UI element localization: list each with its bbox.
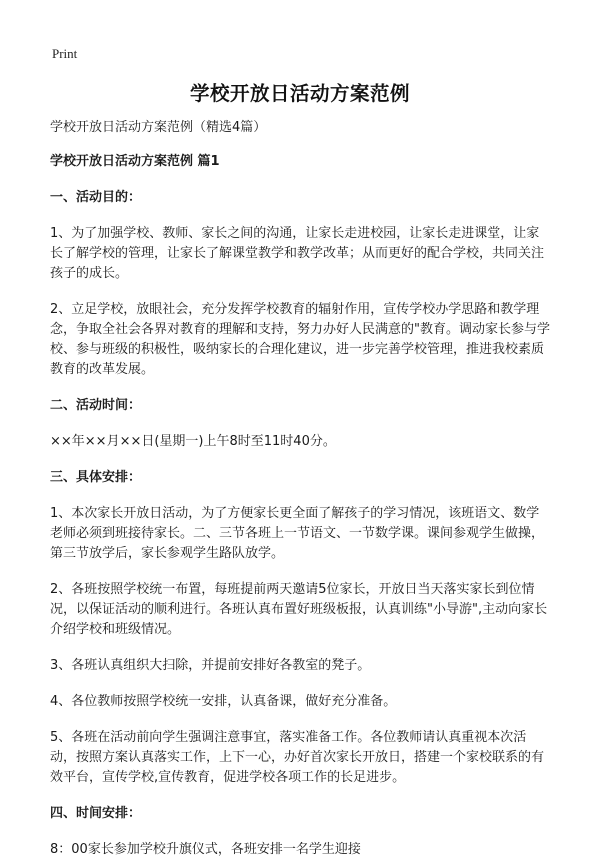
section-heading-time: 二、活动时间：: [50, 398, 142, 413]
document-subtitle: 学校开放日活动方案范例（精选4篇）: [50, 120, 267, 135]
section-heading-arrangement: 三、具体安排：: [50, 470, 142, 485]
paragraph: 5、各班在活动前向学生强调注意事宜，落实准备工作。各位教师请认真重视本次活动，按照方案认真落实工作，上下一心，办好首次家长开放日，搭建一个家校联系的有效平台，宣传学校,宣传教育，促进学校各项工作的长足进步。: [50, 730, 545, 785]
paragraph: 1、为了加强学校、教师、家长之间的沟通，让家长走进校园，让家长走进课堂，让家长了解学校的管理，让家长了解课堂教学和教学改革；从而更好的配合学校，共同关注孩子的成长。: [50, 226, 545, 281]
document-body: [50, 118, 552, 860]
section-heading-purpose: 一、活动目的：: [50, 190, 142, 205]
paragraph: 4、各位教师按照学校统一安排，认真备课，做好充分准备。: [50, 694, 397, 709]
document-title: 学校开放日活动方案范例: [189, 82, 410, 105]
paragraph: 2、各班按照学校统一布置，每班提前两天邀请5位家长，开放日当天落实家长到位情况，以保证活动的顺利进行。各班认真布置好班级板报，认真训练"小导游",主动向家长介绍学校和班级情况。: [50, 582, 548, 637]
paragraph: 3、各班认真组织大扫除，并提前安排好各教室的凳子。: [50, 658, 371, 673]
paragraph: 2、立足学校，放眼社会，充分发挥学校教育的辐射作用，宣传学校办学思路和教学理念，争取全社会各界对教育的理解和支持，努力办好人民满意的"教育。调动家长参与学校、参与班级的积极性，吸纳家长的合理化建议，进一步完善学校管理，推进我校素质教育的改革发展。: [50, 302, 550, 377]
paragraph: 1、本次家长开放日活动，为了方便家长更全面了解孩子的学习情况，该班语文、数学老师必须到班接待家长。二、三节各班上一节语文、一节数学课。课间参观学生做操，第三节放学后，家长参观学生路队放学。: [50, 506, 545, 561]
section-heading-schedule: 四、时间安排：: [50, 806, 142, 821]
print-label: Print: [52, 46, 78, 61]
paragraph: ××年××月××日(星期一)上午8时至11时40分。: [50, 434, 336, 449]
chapter-heading: 学校开放日活动方案范例 篇1: [50, 154, 220, 169]
paragraph: 8：00家长参加学校升旗仪式，各班安排一名学生迎接: [50, 842, 361, 857]
